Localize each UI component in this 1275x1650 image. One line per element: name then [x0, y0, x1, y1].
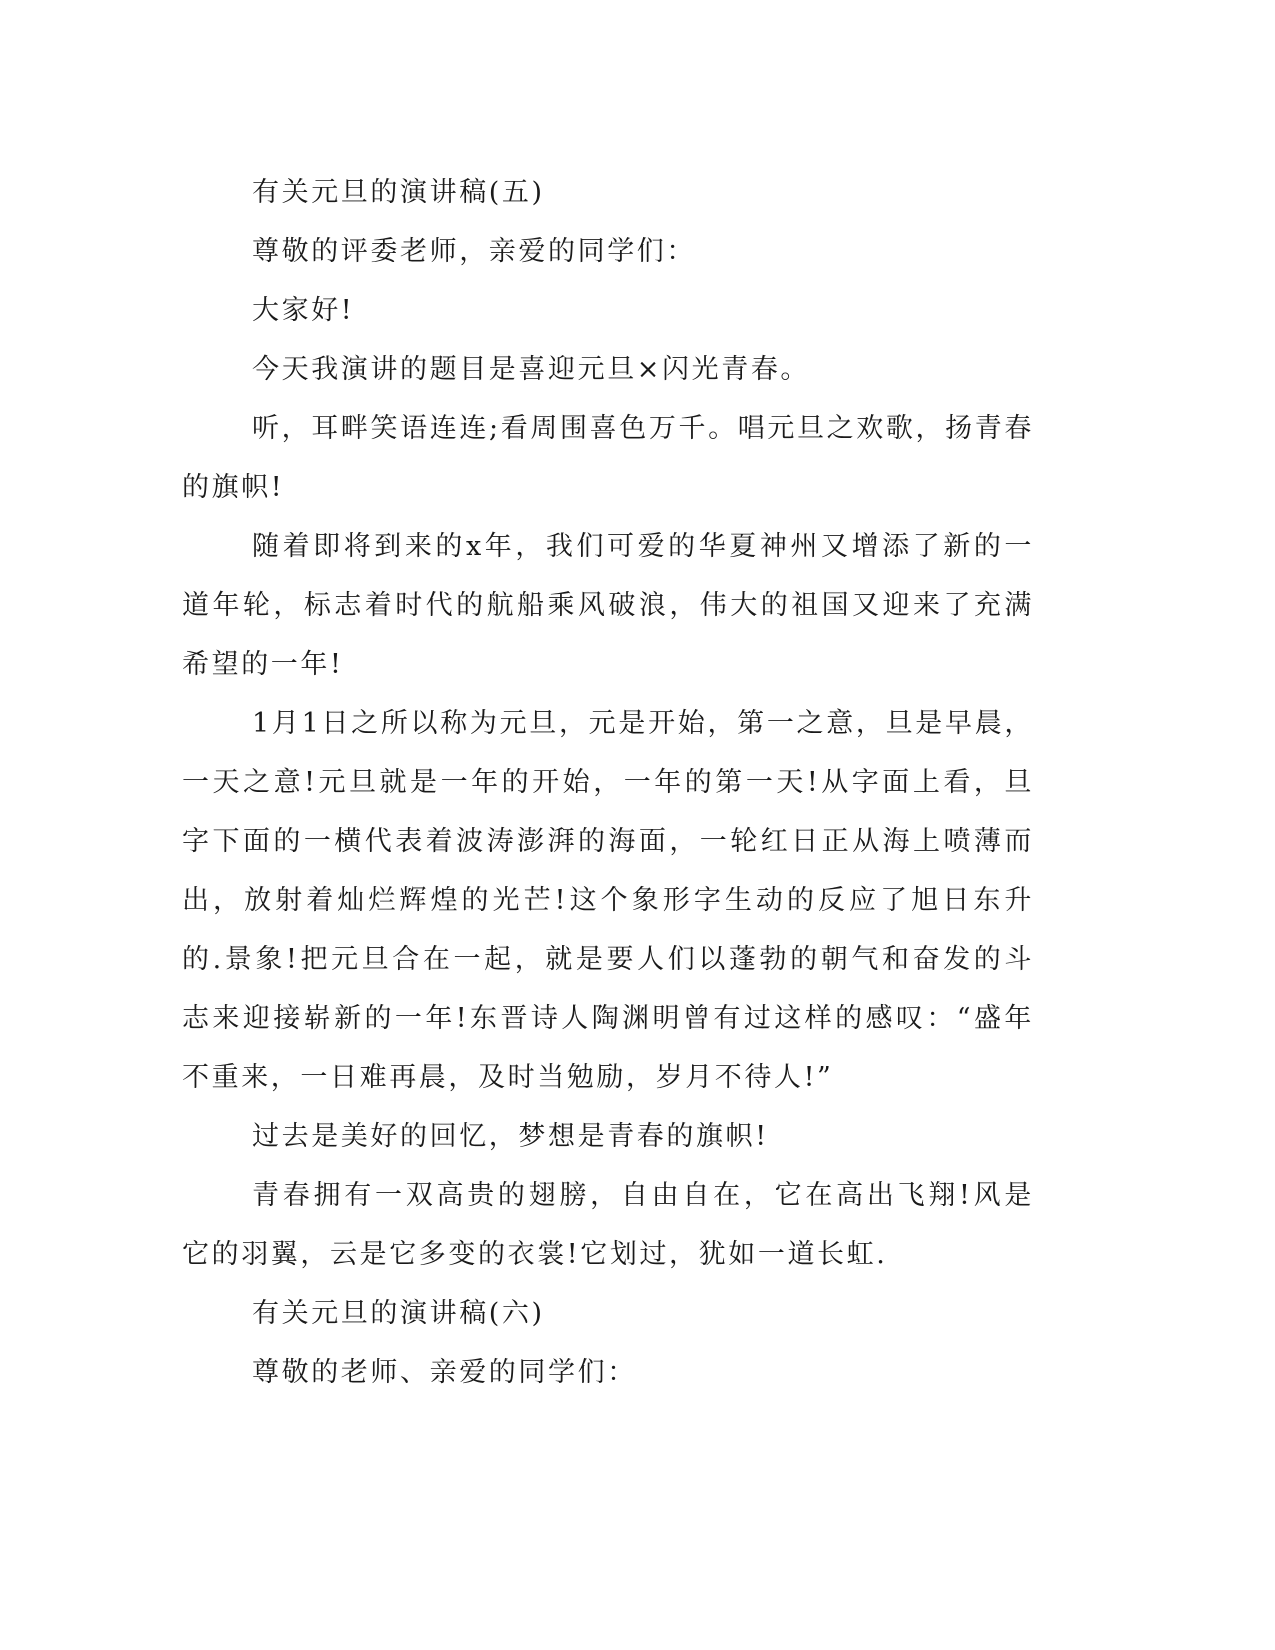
section-title-6: 有关元旦的演讲稿(六): [252, 1298, 545, 1329]
greeting-paragraph: 大家好!: [252, 295, 355, 326]
body-paragraph: 1月1日之所以称为元旦，元是开始，第一之意，旦是早晨，一天之意!元旦就是一年的开始，一年的第一天!从字面上看，旦字下面的一横代表着波涛澎湃的海面，一轮红日正从海上喷薄而出，放射着灿烂辉煌的光芒!这个象形字生动的反应了旭日东升的.景象!把元旦合在一起，就是要人们以蓬勃的朝气和奋发的斗志来迎接崭新的一年!东晋诗人陶渊明曾有过这样的感叹：“盛年不重来，一日难再晨，及时当勉励，岁月不待人!”: [182, 708, 1034, 1093]
body-paragraph: 听，耳畔笑语连连;看周围喜色万千。唱元旦之欢歌，扬青春的旗帜!: [182, 413, 1034, 503]
section-title-5: 有关元旦的演讲稿(五): [252, 177, 545, 208]
salutation-paragraph: 尊敬的评委老师，亲爱的同学们：: [252, 236, 696, 267]
topic-paragraph: 今天我演讲的题目是喜迎元旦×闪光青春。: [252, 354, 811, 385]
salutation-paragraph: 尊敬的老师、亲爱的同学们：: [252, 1357, 637, 1388]
document-body: [182, 163, 1034, 1402]
body-paragraph: 青春拥有一双高贵的翅膀，自由自在，它在高出飞翔!风是它的羽翼，云是它多变的衣裳!它划过，犹如一道长虹.: [182, 1180, 1034, 1270]
body-paragraph: 随着即将到来的x年，我们可爱的华夏神州又增添了新的一道年轮，标志着时代的航船乘风破浪，伟大的祖国又迎来了充满希望的一年!: [182, 531, 1034, 680]
body-paragraph: 过去是美好的回忆，梦想是青春的旗帜!: [252, 1121, 769, 1152]
